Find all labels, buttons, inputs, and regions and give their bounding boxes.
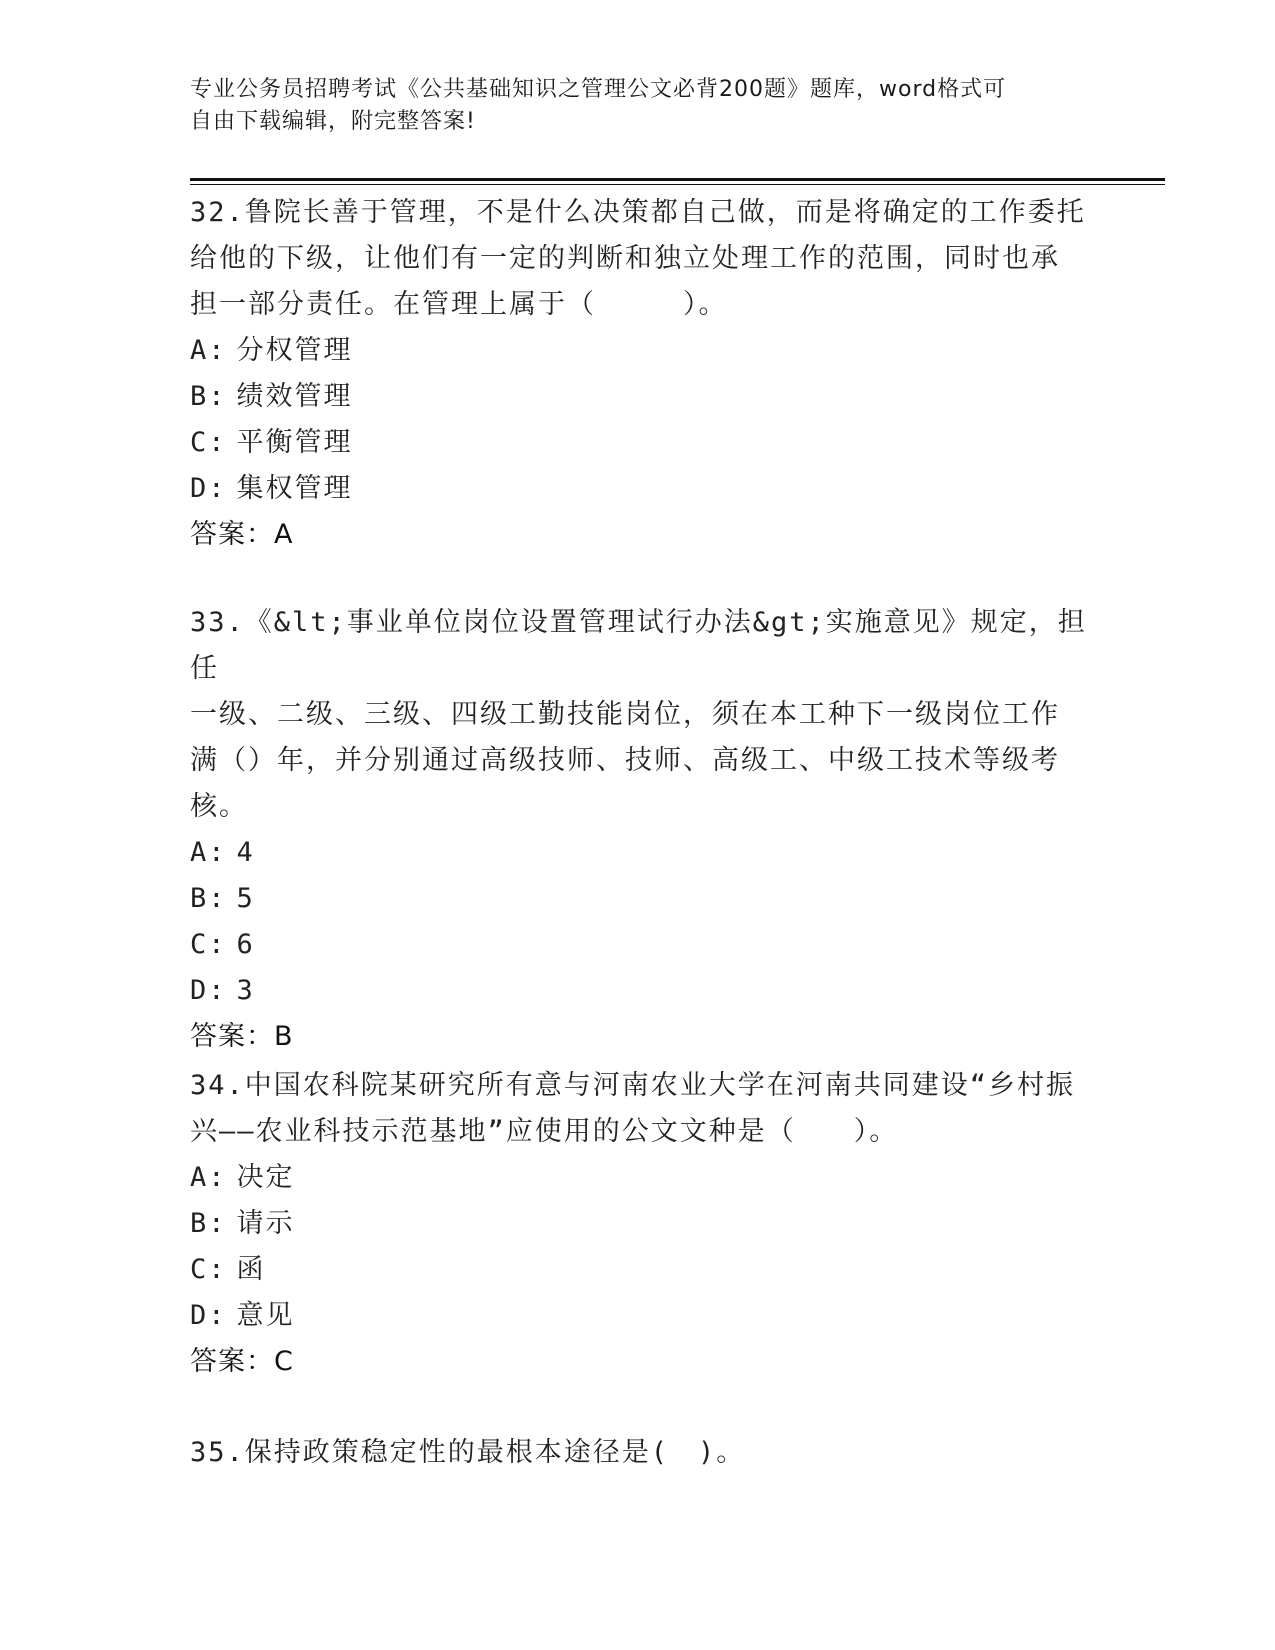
option-d bbox=[190, 968, 1090, 1014]
option-c bbox=[190, 922, 1090, 968]
header-line-2: 自由下载编辑，附完整答案! bbox=[190, 109, 476, 134]
option-letter: C: bbox=[190, 1254, 227, 1285]
option-letter: B: bbox=[190, 381, 227, 412]
question-line: 兴——农业科技示范基地”应使用的公文文种是（ ）。 bbox=[190, 1116, 899, 1147]
question-line: 给他的下级，让他们有一定的判断和独立处理工作的范围，同时也承 bbox=[190, 243, 1060, 274]
option-letter: A: bbox=[190, 837, 227, 868]
answer-label: 答案：A bbox=[190, 519, 294, 550]
answer-label: 答案：C bbox=[190, 1346, 294, 1377]
option-text: 5 bbox=[236, 883, 255, 914]
option-a bbox=[190, 328, 1090, 374]
option-letter: D: bbox=[190, 473, 227, 504]
option-c bbox=[190, 420, 1090, 466]
header-divider-thin bbox=[190, 184, 1165, 185]
option-b bbox=[190, 1201, 1090, 1247]
question-34 bbox=[190, 1063, 1090, 1385]
document-header bbox=[190, 74, 1090, 138]
option-text: 函 bbox=[236, 1254, 266, 1285]
question-line: 35.保持政策稳定性的最根本途径是( )。 bbox=[190, 1437, 746, 1468]
option-text: 分权管理 bbox=[236, 335, 353, 366]
option-letter: C: bbox=[190, 929, 227, 960]
header-line-1: 专业公务员招聘考试《公共基础知识之管理公文必背200题》题库，word格式可 bbox=[190, 77, 1007, 102]
option-text: 绩效管理 bbox=[236, 381, 353, 412]
question-line: 核。 bbox=[190, 791, 248, 822]
option-d bbox=[190, 1293, 1090, 1339]
option-letter: D: bbox=[190, 1300, 227, 1331]
option-d bbox=[190, 466, 1090, 512]
option-letter: B: bbox=[190, 883, 227, 914]
option-text: 6 bbox=[236, 929, 255, 960]
header-divider-thick bbox=[190, 178, 1165, 181]
question-line: 34.中国农科院某研究所有意与河南农业大学在河南共同建设“乡村振 bbox=[190, 1070, 1076, 1101]
option-letter: D: bbox=[190, 975, 227, 1006]
question-line: 33.《&lt;事业单位岗位设置管理试行办法&gt;实施意见》规定，担任 bbox=[190, 607, 1087, 684]
option-text: 意见 bbox=[236, 1300, 295, 1331]
question-line: 一级、二级、三级、四级工勤技能岗位，须在本工种下一级岗位工作 bbox=[190, 699, 1060, 730]
option-text: 4 bbox=[236, 837, 255, 868]
option-text: 3 bbox=[236, 975, 255, 1006]
option-text: 集权管理 bbox=[236, 473, 353, 504]
question-line: 满（）年，并分别通过高级技师、技师、高级工、中级工技术等级考 bbox=[190, 745, 1060, 776]
option-b bbox=[190, 876, 1090, 922]
option-b bbox=[190, 374, 1090, 420]
option-c bbox=[190, 1247, 1090, 1293]
option-a bbox=[190, 830, 1090, 876]
question-line: 32.鲁院长善于管理，不是什么决策都自己做，而是将确定的工作委托 bbox=[190, 197, 1086, 228]
question-32 bbox=[190, 190, 1090, 558]
option-a bbox=[190, 1155, 1090, 1201]
option-letter: C: bbox=[190, 427, 227, 458]
option-letter: A: bbox=[190, 1162, 227, 1193]
question-35 bbox=[190, 1430, 1090, 1476]
answer-label: 答案：B bbox=[190, 1021, 294, 1052]
option-text: 请示 bbox=[236, 1208, 295, 1239]
question-line: 担一部分责任。在管理上属于（ ）。 bbox=[190, 289, 728, 320]
option-text: 决定 bbox=[236, 1162, 295, 1193]
question-33 bbox=[190, 600, 1090, 1060]
option-text: 平衡管理 bbox=[236, 427, 353, 458]
option-letter: A: bbox=[190, 335, 227, 366]
option-letter: B: bbox=[190, 1208, 227, 1239]
